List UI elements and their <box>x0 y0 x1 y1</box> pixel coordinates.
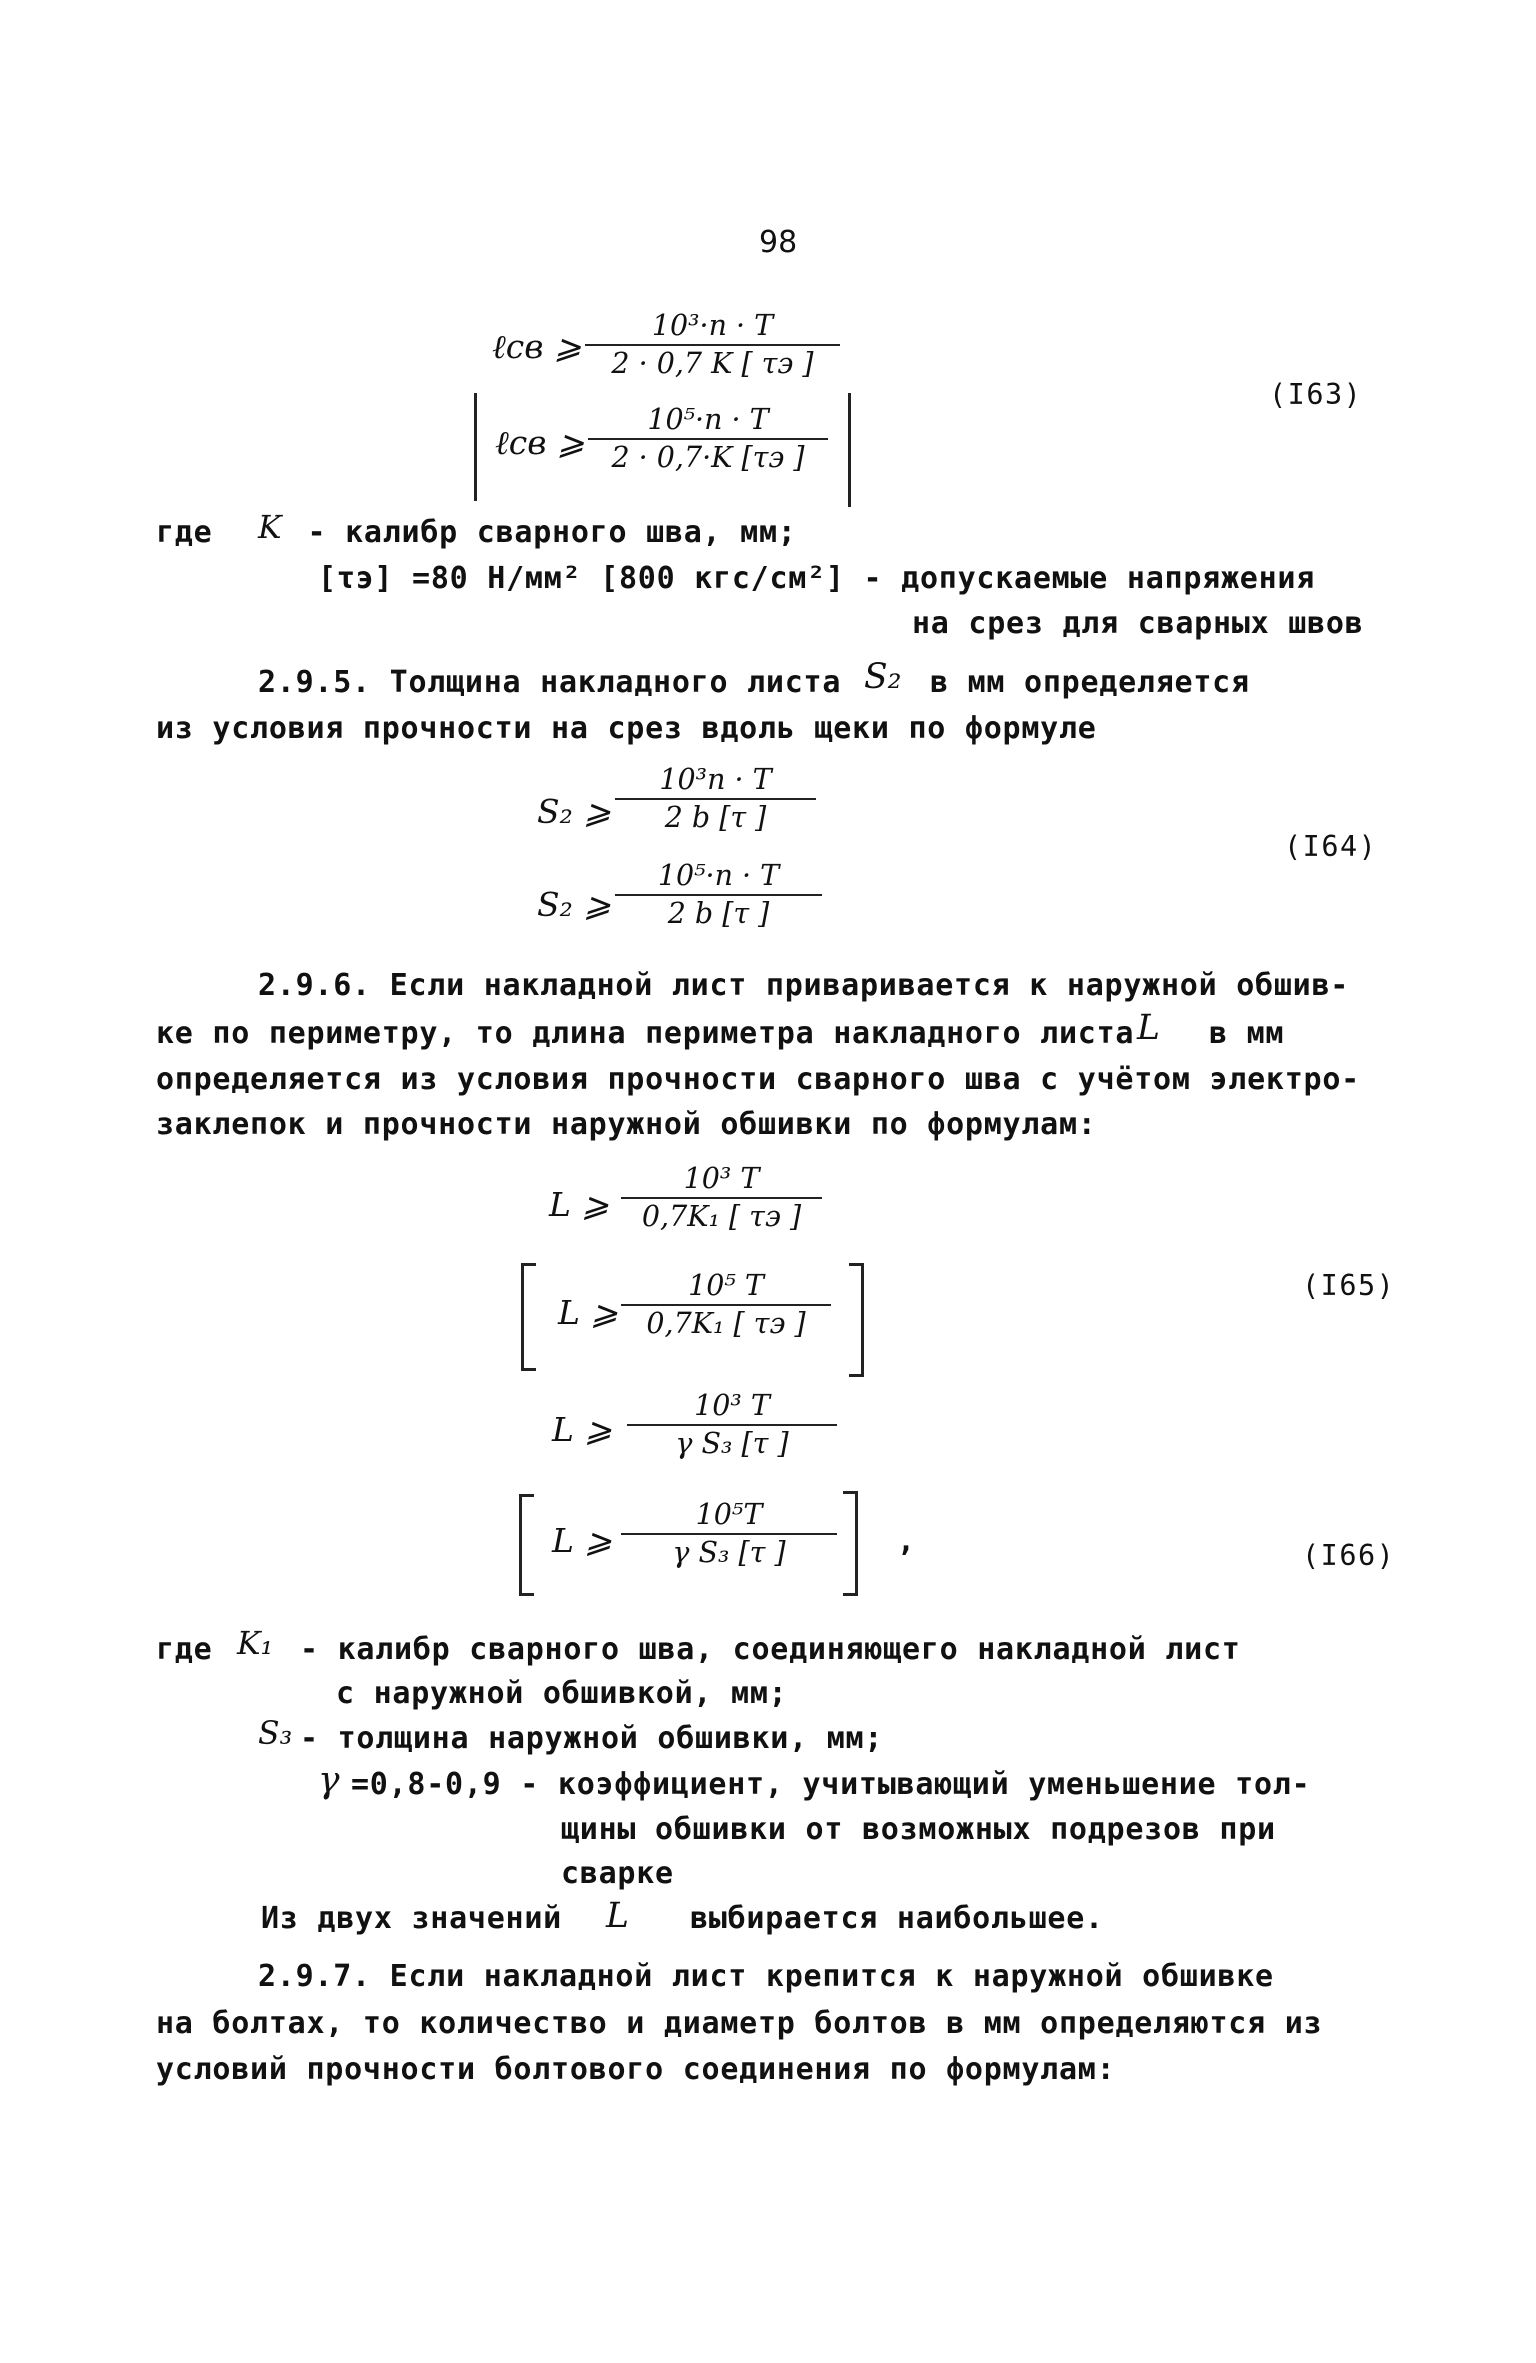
eq166-comma: , <box>897 1524 916 1559</box>
bracket-right <box>843 1491 858 1596</box>
eq165-fraction-1 <box>621 1161 822 1235</box>
where2-gamma-text3: сварке <box>561 1855 674 1891</box>
where2-s3-text: - толщина наружной обшивки, мм; <box>300 1720 884 1756</box>
where-label: где <box>156 514 213 550</box>
symbol-s3: S₃ <box>258 1716 293 1752</box>
p297-line2: на болтах, то количество и диаметр болтов в мм определяются из <box>156 2005 1323 2041</box>
symbol-k: K <box>258 510 282 546</box>
where1-tau-line-2: на срез для сварных швов <box>912 606 1364 641</box>
where2-gamma-text: =0,8-0,9 - коэффициент, учитывающий уменьшение тол- <box>351 1767 1311 1802</box>
eq165-lhs-1: L ⩾ <box>549 1185 610 1224</box>
eq164-numerator-1: 10³n · T <box>659 763 772 796</box>
symbol-gamma: γ <box>318 1759 340 1801</box>
p296-line4: заклепок и прочности наружной обшивки по формулам: <box>156 1107 1097 1142</box>
eq165-numerator-2: 10⁵ T <box>688 1268 764 1302</box>
eq163-numerator-2: 10⁵·n · T <box>647 403 769 436</box>
eq163-denominator-1: 2 · 0,7 K [ τэ ] <box>611 346 814 380</box>
symbol-l-2: L <box>606 1896 629 1936</box>
eq166-number: (I66) <box>1302 1539 1396 1572</box>
where2-gamma-text2: щины обшивки от возможных подрезов при <box>561 1812 1276 1847</box>
eq166-fraction-2 <box>621 1497 837 1571</box>
p296-line2b: в мм <box>1209 1015 1285 1051</box>
bracket-left <box>521 1263 536 1371</box>
p296-line2a: ке по периметру, то длина периметра накладного листа <box>156 1015 1135 1051</box>
eq164-numerator-2: 10⁵·n · T <box>657 859 780 892</box>
bracket-left <box>519 1494 534 1596</box>
eq163-lhs-1: ℓсв ⩾ <box>492 327 582 366</box>
eq166-numerator-1: 10³ T <box>694 1388 770 1422</box>
eq166-denominator-2: γ S₃ [τ ] <box>672 1536 786 1569</box>
symbol-k1: K₁ <box>237 1626 274 1662</box>
eq164-number: (I64) <box>1284 829 1378 863</box>
eq165-fraction-2 <box>621 1268 831 1342</box>
eq163-lhs-2: ℓсв ⩾ <box>495 423 585 462</box>
eq163-fraction-2 <box>588 402 828 476</box>
bracket-left <box>474 393 480 501</box>
eq164-lhs-2: S₂ ⩾ <box>537 885 611 924</box>
eq166-lhs-1: L ⩾ <box>552 1410 613 1449</box>
eq164-fraction-1 <box>615 762 816 836</box>
eq166-lhs-2: L ⩾ <box>552 1521 613 1560</box>
eq164-fraction-2 <box>615 858 822 932</box>
eq163-denominator-2: 2 · 0,7·K [τэ ] <box>611 441 805 474</box>
eq164-denominator-1: 2 b [τ ] <box>664 801 767 834</box>
eq166-fraction-1 <box>627 1388 837 1462</box>
eq165-denominator-2: 0,7K₁ [ τэ ] <box>646 1306 806 1340</box>
where1-tau-line: [τэ] =80 Н/мм² [800 кгс/см²] - допускаемые напряжения <box>318 561 1316 596</box>
choose-text-b: выбирается наибольшее. <box>690 1900 1104 1936</box>
eq166-denominator-1: γ S₃ [τ ] <box>675 1426 789 1460</box>
eq165-numerator-1: 10³ T <box>683 1162 760 1195</box>
p295-line1a: 2.9.5. Толщина накладного листа <box>258 664 842 700</box>
where2-k1-text: - калибр сварного шва, соединяющего накладной лист <box>300 1632 1241 1667</box>
eq163-numerator-1: 10³·n · T <box>651 308 774 342</box>
p295-line1b: в мм определяется <box>930 664 1250 700</box>
eq163-number: (I63) <box>1269 378 1363 411</box>
symbol-s2: S₂ <box>864 657 902 697</box>
eq166-numerator-2: 10⁵T <box>695 1498 763 1531</box>
where1-k-text: - калибр сварного шва, мм; <box>307 514 797 550</box>
eq165-lhs-2: L ⩾ <box>558 1293 619 1332</box>
eq163-fraction-1 <box>585 308 840 382</box>
p296-line1: 2.9.6. Если накладной лист приваривается к наружной обшив- <box>258 967 1350 1003</box>
eq164-denominator-2: 2 b [τ ] <box>667 897 770 930</box>
eq165-denominator-1: 0,7K₁ [ τэ ] <box>641 1200 802 1233</box>
where-label-2: где <box>156 1632 213 1667</box>
eq164-lhs-1: S₂ ⩾ <box>537 792 611 831</box>
page-number: 98 <box>759 225 798 260</box>
bracket-right <box>849 1263 864 1377</box>
p296-line3: определяется из условия прочности сварного шва с учётом электро- <box>156 1062 1360 1097</box>
symbol-l: L <box>1137 1008 1160 1048</box>
p295-line2: из условия прочности на срез вдоль щеки по формуле <box>156 711 1097 746</box>
choose-text-a: Из двух значений <box>261 1900 562 1936</box>
bracket-right <box>845 393 851 507</box>
p297-line1: 2.9.7. Если накладной лист крепится к наружной обшивке <box>258 1959 1274 1994</box>
eq165-number: (I65) <box>1302 1269 1396 1302</box>
p297-line3: условий прочности болтового соединения по формулам: <box>156 2052 1116 2087</box>
where2-k1-text2: с наружной обшивкой, мм; <box>336 1675 788 1711</box>
